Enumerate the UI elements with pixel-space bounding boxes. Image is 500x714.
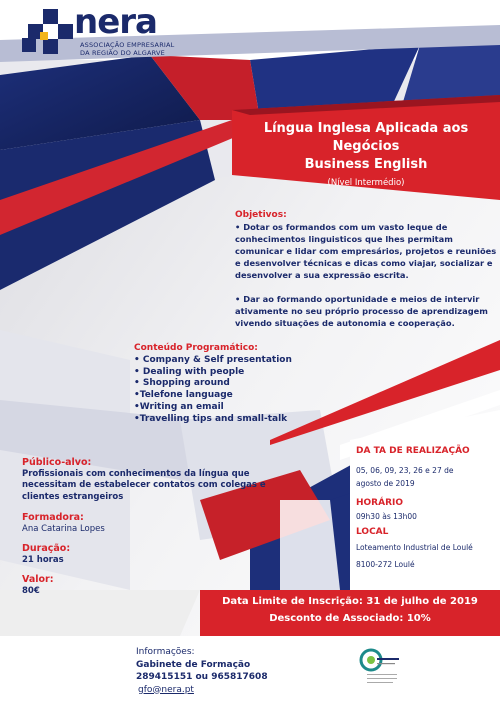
dates-line: 05, 06, 09, 23, 26 e 27 de	[356, 466, 454, 475]
programme-heading: Conteúdo Programático:	[134, 343, 258, 353]
contacts-label: Informações:	[136, 647, 195, 657]
price-value: 80€	[22, 585, 40, 596]
programme-item: • Shopping around	[134, 378, 230, 389]
duration-heading: Duração:	[22, 543, 71, 554]
trainer-name: Ana Catarina Lopes	[22, 523, 105, 534]
objectives-heading: Objetivos:	[235, 210, 287, 220]
duration-value: 21 horas	[22, 554, 64, 565]
schedule-heading: HORÁRIO	[356, 498, 404, 508]
programme-item: •Writing an email	[134, 401, 224, 412]
logo-wordmark: nera	[74, 2, 157, 42]
contacts-email-link[interactable]: gfo@nera.pt	[138, 684, 194, 695]
contact-block	[136, 646, 268, 696]
deadline-text: Data Limite de Inscrição: 31 de julho de 2019	[222, 596, 478, 607]
contacts-phones: 289415151 ou 965817608	[136, 672, 268, 682]
deadline-banner	[200, 591, 500, 636]
audience-text: Profissionais com conhecimentos da língua que necessitam de estabelecer contatos com colegas e clientes estrangeiros	[22, 468, 266, 502]
title-line: Língua Inglesa Aplicada aos Negócios	[263, 121, 469, 154]
logo-subtitle-line: ASSOCIAÇÃO EMPRESARIAL	[80, 41, 175, 49]
programme-item: •Telefone language	[134, 390, 233, 401]
certification-seal-icon	[357, 646, 401, 690]
programme-section	[134, 343, 374, 426]
trainer-heading: Formadora:	[22, 512, 84, 523]
discount-text: Desconto de Associado: 10%	[269, 613, 431, 624]
objective-item: • Dotar os formandos com um vasto leque de conhecimentos linguisticos que lhes permitam comunicar e lidar com empresários, projetos e reuniões e desenvolver técnicas e dicas como viajar, socializar e desenvolver a sua expressão escrita.	[235, 222, 497, 280]
programme-list	[134, 355, 374, 426]
schedule-value: 09h30 às 13h00	[356, 512, 417, 521]
title-subline: Business English	[304, 157, 428, 172]
schedule-panel	[356, 446, 496, 569]
programme-item: • Dealing with people	[134, 366, 245, 377]
contacts-office: Gabinete de Formação	[136, 659, 251, 670]
dates-line: agosto de 2019	[356, 479, 415, 488]
location-heading: LOCAL	[356, 527, 389, 537]
location-line: 8100-272 Loulé	[356, 560, 415, 569]
programme-item: • Company & Self presentation	[134, 354, 292, 365]
course-title	[232, 120, 500, 190]
price-heading: Valor:	[22, 574, 54, 585]
audience-heading: Público-alvo:	[22, 457, 92, 468]
dates-heading: DA TA DE REALIZAÇÃO	[356, 446, 470, 456]
course-details	[22, 457, 302, 597]
level-label: (Nível Intermédio)	[327, 178, 405, 188]
objectives-section	[235, 209, 497, 329]
objective-item: • Dar ao formando oportunidade e meios de intervir ativamente no seu próprio processo de aprendizagem vivendo situações de autonomia e cooperação.	[235, 294, 488, 328]
logo-subtitle	[80, 41, 175, 57]
logo-subtitle-line: DA REGIÃO DO ALGARVE	[80, 49, 165, 57]
programme-item: •Travelling tips and small-talk	[134, 413, 288, 424]
location-line: Loteamento Industrial de Loulé	[356, 543, 473, 552]
